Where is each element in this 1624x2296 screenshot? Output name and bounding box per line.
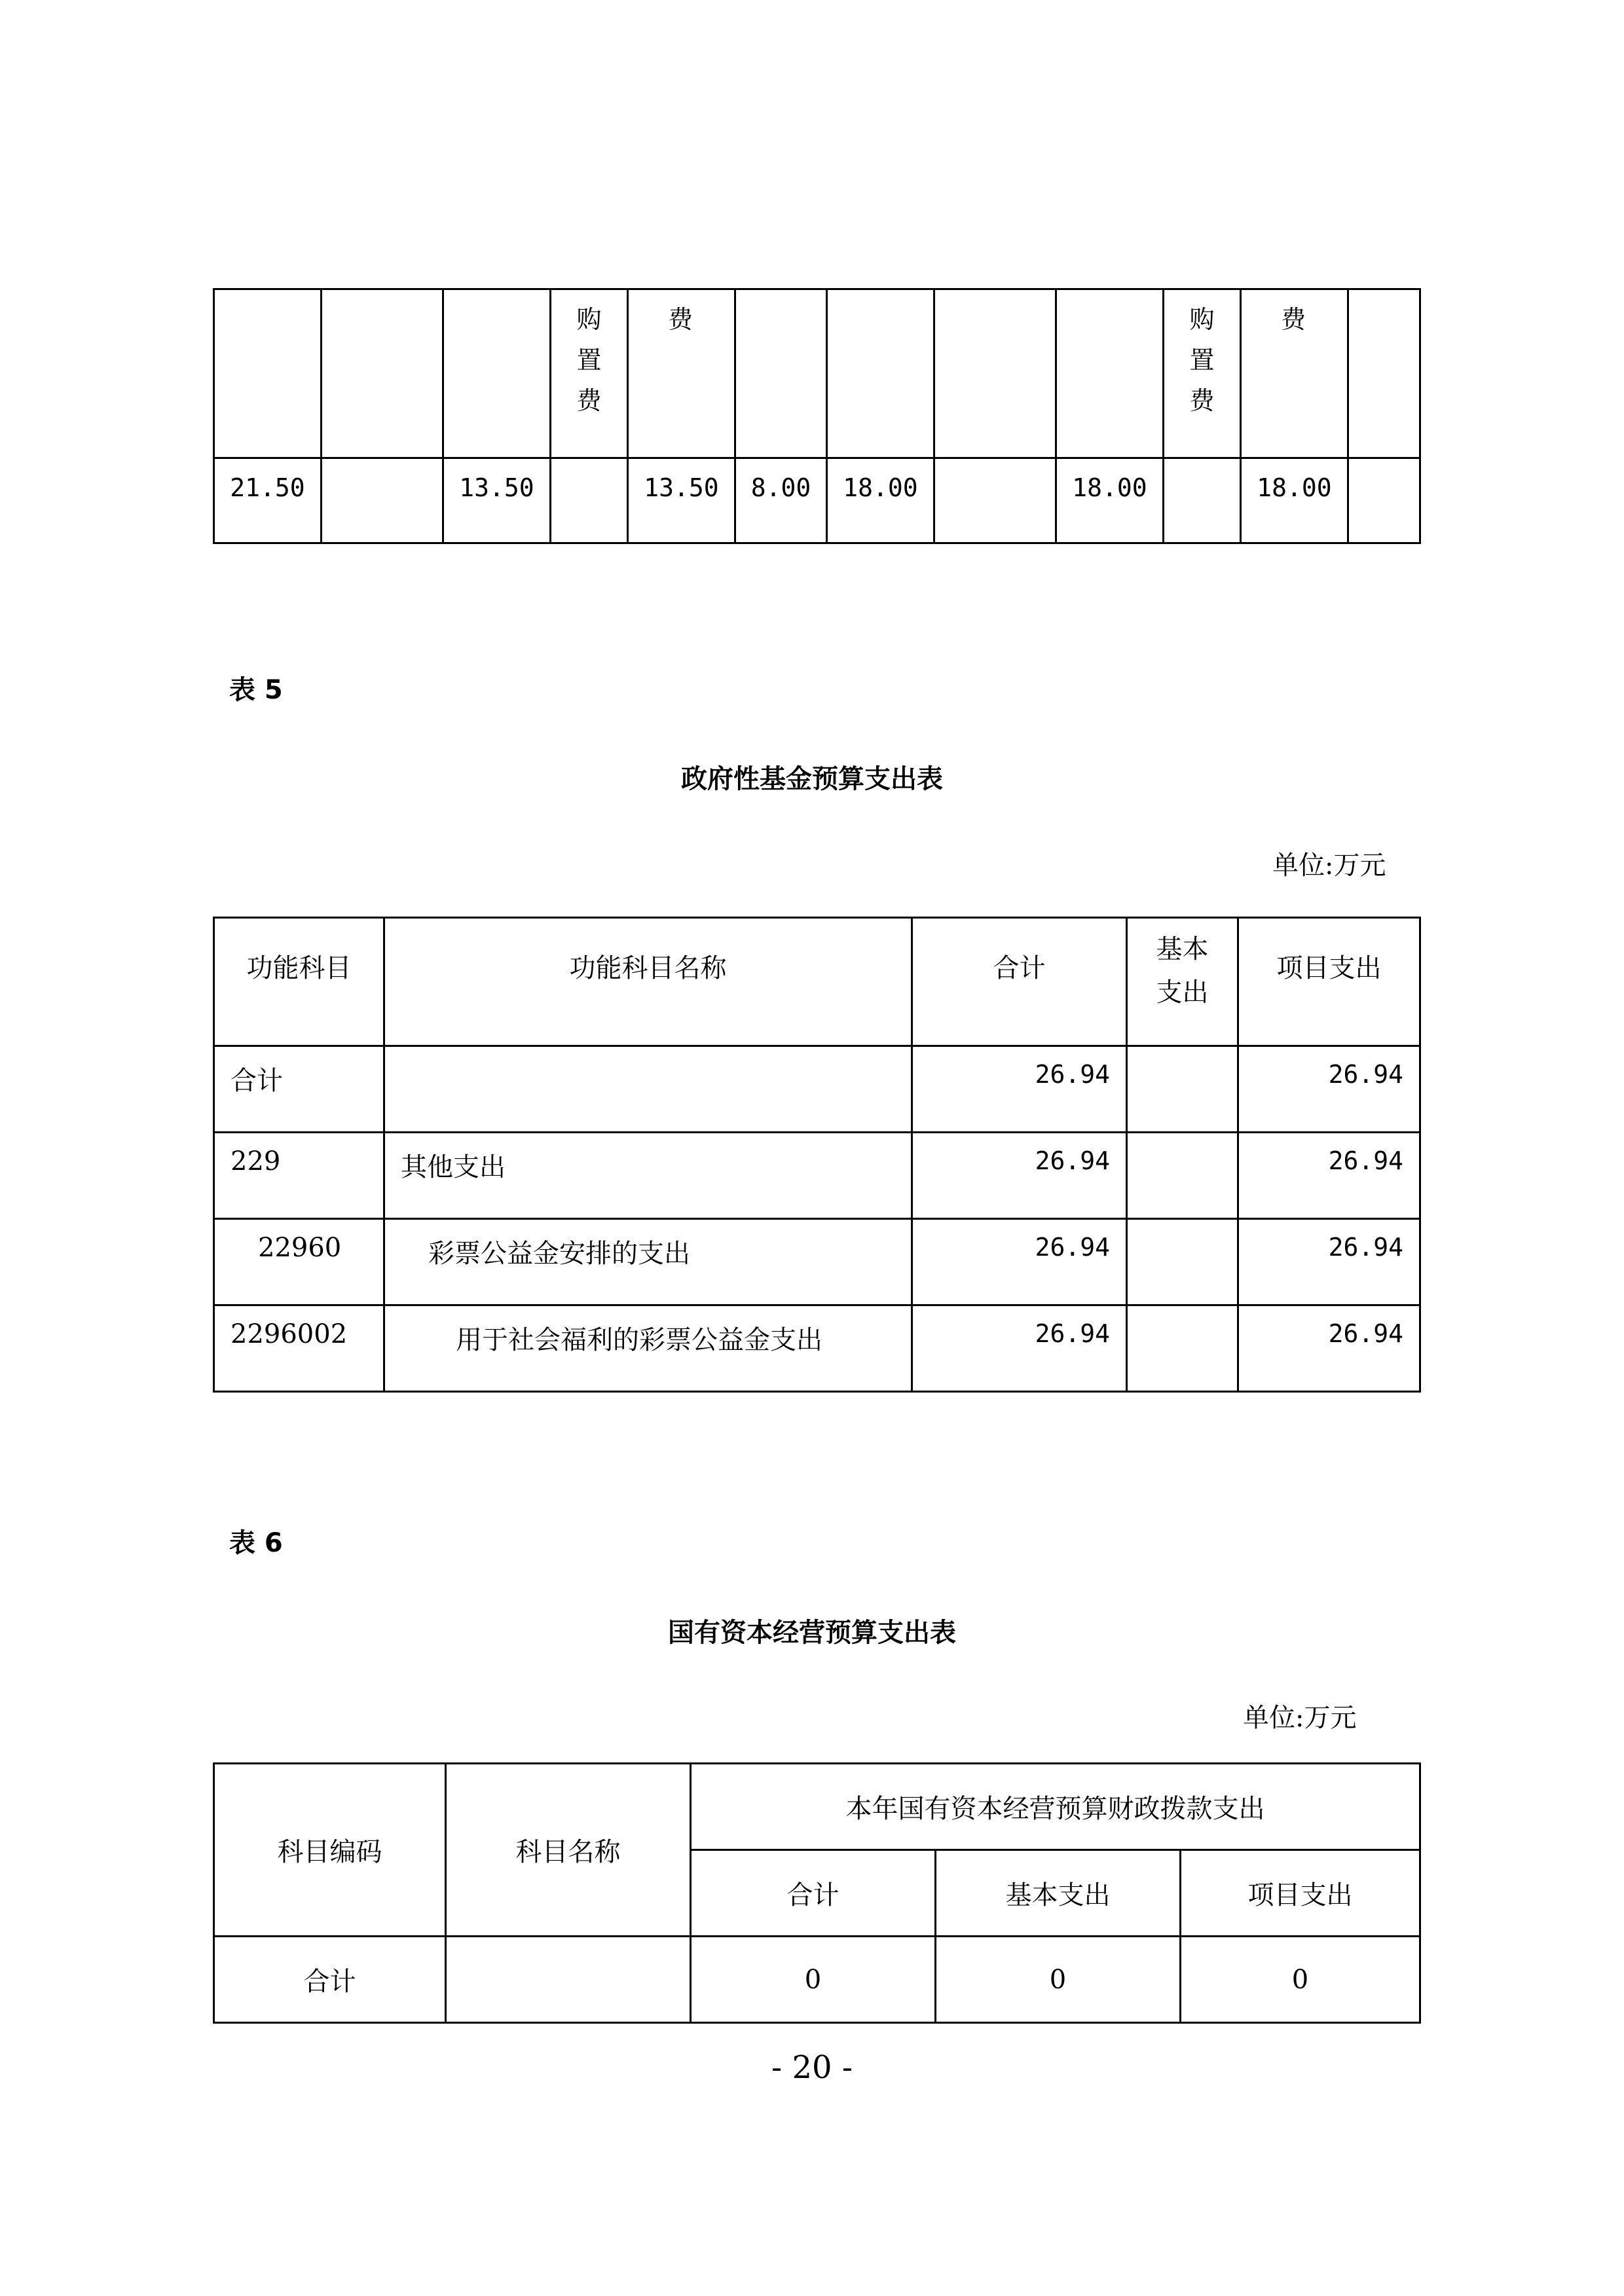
header-total: 合计 — [912, 918, 1127, 1046]
header-project: 项目支出 — [1238, 918, 1420, 1046]
row-project: 26.94 — [1238, 1046, 1420, 1133]
top-value-cell: 18.00 — [1056, 458, 1164, 543]
top-header-cell — [1056, 289, 1164, 458]
row-name: 其他支出 — [384, 1133, 912, 1219]
header-project: 项目支出 — [1181, 1850, 1420, 1937]
top-value-cell — [1164, 458, 1241, 543]
table5-label: 表 5 — [229, 675, 283, 705]
header-basic: 基本支出 — [936, 1850, 1181, 1937]
row-total: 0 — [691, 1937, 936, 2023]
top-header-cell-fee: 费 — [628, 289, 735, 458]
row-code: 2296002 — [214, 1305, 384, 1392]
top-value-cell — [551, 458, 628, 543]
row-name — [446, 1937, 691, 2023]
table-row — [214, 1133, 1420, 1219]
vertical-text: 购 置 费 — [1189, 305, 1215, 415]
top-value-row — [214, 458, 1420, 543]
table-row — [214, 1219, 1420, 1305]
table-row — [214, 1046, 1420, 1133]
top-value-cell: 18.00 — [827, 458, 934, 543]
header-function-code: 功能科目 — [214, 918, 384, 1046]
table6-title: 国有资本经营预算支出表 — [668, 1618, 956, 1648]
row-basic — [1127, 1305, 1238, 1392]
row-name: 彩票公益金安排的支出 — [384, 1219, 912, 1305]
top-header-cell — [735, 289, 827, 458]
table-row — [214, 1937, 1420, 2023]
top-header-cell — [214, 289, 322, 458]
row-basic — [1127, 1219, 1238, 1305]
row-project: 26.94 — [1238, 1305, 1420, 1392]
top-value-cell — [934, 458, 1056, 543]
row-total: 26.94 — [912, 1219, 1127, 1305]
header-total: 合计 — [691, 1850, 936, 1937]
table5-title: 政府性基金预算支出表 — [681, 764, 943, 794]
table6-unit: 单位:万元 — [1243, 1703, 1357, 1733]
top-header-cell-purchase-fee — [1164, 289, 1241, 458]
top-header-cell — [443, 289, 551, 458]
row-basic — [1127, 1133, 1238, 1219]
government-fund-expense-table — [213, 917, 1421, 1393]
row-total: 26.94 — [912, 1133, 1127, 1219]
state-capital-expense-table — [213, 1762, 1421, 2024]
table5-unit: 单位:万元 — [1272, 850, 1386, 881]
top-value-cell: 18.00 — [1241, 458, 1348, 543]
top-value-cell: 21.50 — [214, 458, 322, 543]
header-function-name: 功能科目名称 — [384, 918, 912, 1046]
header-subject-name: 科目名称 — [446, 1764, 691, 1937]
continued-expense-table — [213, 288, 1421, 544]
table-row — [214, 1305, 1420, 1392]
vertical-text: 购 置 费 — [576, 305, 602, 415]
row-basic — [1127, 1046, 1238, 1133]
top-value-cell: 13.50 — [443, 458, 551, 543]
top-header-cell — [1348, 289, 1420, 458]
row-code: 合计 — [214, 1937, 446, 2023]
row-code: 合计 — [214, 1046, 384, 1133]
row-project: 0 — [1181, 1937, 1420, 2023]
table5-header-row — [214, 918, 1420, 1046]
top-value-cell: 13.50 — [628, 458, 735, 543]
top-header-cell — [827, 289, 934, 458]
table6-header-row-1 — [214, 1764, 1420, 1850]
row-name: 用于社会福利的彩票公益金支出 — [384, 1305, 912, 1392]
top-header-row — [214, 289, 1420, 458]
top-header-cell-fee: 费 — [1241, 289, 1348, 458]
top-value-cell — [1348, 458, 1420, 543]
top-value-cell: 8.00 — [735, 458, 827, 543]
top-header-cell — [322, 289, 443, 458]
header-basic-text: 基本支出 — [1156, 934, 1209, 1008]
top-value-cell — [322, 458, 443, 543]
top-header-cell-purchase-fee — [551, 289, 628, 458]
header-appropriation-group: 本年国有资本经营预算财政拨款支出 — [691, 1764, 1420, 1850]
row-name — [384, 1046, 912, 1133]
row-project: 26.94 — [1238, 1133, 1420, 1219]
page-number: - 20 - — [771, 2049, 853, 2086]
row-total: 26.94 — [912, 1046, 1127, 1133]
header-basic — [1127, 918, 1238, 1046]
header-subject-code: 科目编码 — [214, 1764, 446, 1937]
top-header-cell — [934, 289, 1056, 458]
row-code: 22960 — [214, 1219, 384, 1305]
row-project: 26.94 — [1238, 1219, 1420, 1305]
row-basic: 0 — [936, 1937, 1181, 2023]
row-code: 229 — [214, 1133, 384, 1219]
table6-label: 表 6 — [229, 1528, 283, 1558]
row-total: 26.94 — [912, 1305, 1127, 1392]
